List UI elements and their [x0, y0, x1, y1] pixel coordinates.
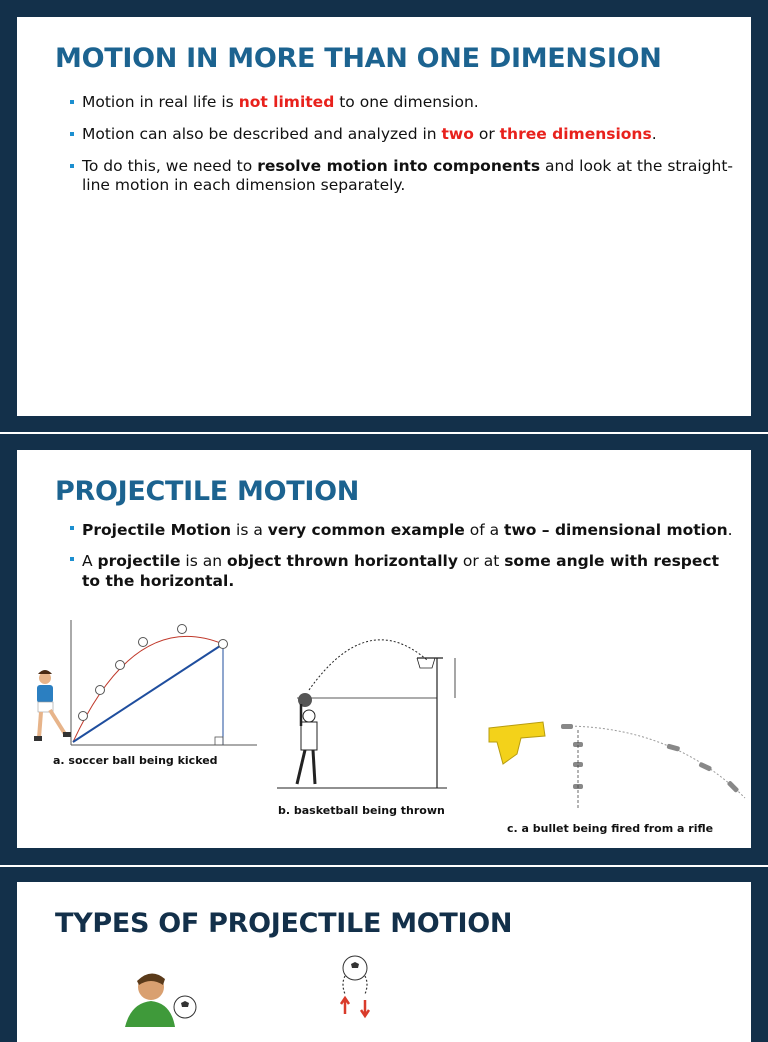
slide-divider	[0, 432, 768, 434]
basketball-trajectory-figure	[257, 638, 469, 798]
slide-title: MOTION IN MORE THAN ONE DIMENSION	[55, 43, 662, 74]
bullet-item: Motion can also be described and analyzed in two or three dimensions.	[70, 125, 733, 144]
figure-caption-c: c. a bullet being fired from a rifle	[507, 822, 714, 835]
bullet-item: A projectile is an object thrown horizontally or at some angle with respect to the horizontal.	[70, 551, 733, 591]
bullet-trajectory-figure	[483, 712, 749, 820]
bullet-item: To do this, we need to resolve motion into components and look at the straight-line motion in each dimension separately.	[70, 157, 733, 195]
figure-caption-a: a. soccer ball being kicked	[53, 754, 218, 767]
bullet-list	[70, 93, 733, 208]
person-with-ball-illustration	[117, 967, 207, 1027]
figure-caption-b: b. basketball being thrown	[278, 804, 445, 817]
bullet-item: Projectile Motion is a very common example of a two – dimensional motion.	[70, 520, 733, 540]
slide-title: PROJECTILE MOTION	[55, 476, 360, 507]
slide-divider	[0, 865, 768, 867]
bullet-item: Motion in real life is not limited to one dimension.	[70, 93, 733, 112]
bullet-list	[70, 520, 733, 602]
slide-projectile-motion	[17, 450, 751, 848]
slide-title: TYPES OF PROJECTILE MOTION	[55, 908, 513, 939]
slide-motion-dimensions	[17, 17, 751, 416]
soccer-trajectory-figure	[25, 618, 261, 753]
vertical-throw-illustration	[285, 954, 425, 1034]
slide-types-projectile	[17, 882, 751, 1042]
